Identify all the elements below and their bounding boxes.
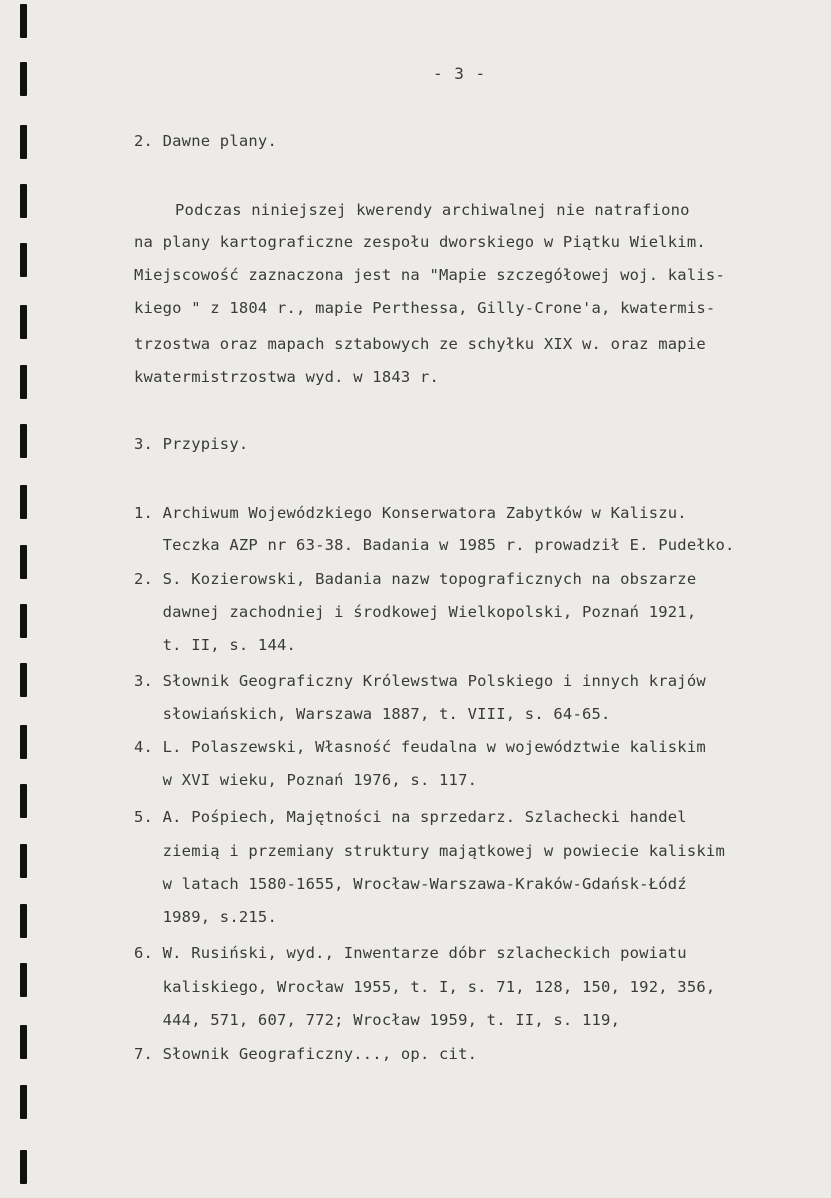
footnote-line: 6. W. Rusiński, wyd., Inwentarze dóbr szlacheckich powiatu [134,944,687,962]
paragraph-line: Podczas niniejszej kwerendy archiwalnej nie natrafiono [175,201,690,219]
binding-hole [20,305,27,339]
binding-hole [20,424,27,458]
paragraph-line: kiego " z 1804 r., mapie Perthessa, Gilly-Crone'a, kwatermis- [134,299,716,317]
footnote-line: 4. L. Polaszewski, Własność feudalna w województwie kaliskim [134,738,706,756]
binding-hole [20,963,27,997]
binding-hole [20,1085,27,1119]
binding-hole [20,844,27,878]
footnote-line: 7. Słownik Geograficzny..., op. cit. [134,1045,478,1063]
footnote-line: słowiańskich, Warszawa 1887, t. VIII, s. 64-65. [134,705,611,723]
paragraph-line: Miejscowość zaznaczona jest na "Mapie szczegółowej woj. kalis- [134,266,725,284]
binding-hole [20,485,27,519]
binding-hole [20,243,27,277]
footnote-line: 5. A. Pośpiech, Majętności na sprzedarz. Szlachecki handel [134,808,687,826]
binding-holes [0,0,40,1198]
paragraph-line: kwatermistrzostwa wyd. w 1843 r. [134,368,440,386]
binding-hole [20,904,27,938]
footnote-line: 1. Archiwum Wojewódzkiego Konserwatora Zabytków w Kaliszu. [134,504,687,522]
footnote-line: w latach 1580-1655, Wrocław-Warszawa-Kraków-Gdańsk-Łódź [134,875,687,893]
binding-hole [20,62,27,96]
paragraph-line: na plany kartograficzne zespołu dworskiego w Piątku Wielkim. [134,233,706,251]
footnote-line: Teczka AZP nr 63-38. Badania w 1985 r. prowadził E. Pudełko. [134,536,735,554]
binding-hole [20,184,27,218]
binding-hole [20,1150,27,1184]
footnote-line: 2. S. Kozierowski, Badania nazw topograficznych na obszarze [134,570,697,588]
binding-hole [20,604,27,638]
binding-hole [20,725,27,759]
footnote-line: 444, 571, 607, 772; Wrocław 1959, t. II, s. 119, [134,1011,621,1029]
binding-hole [20,125,27,159]
footnote-line: ziemią i przemiany struktury majątkowej w powiecie kaliskim [134,842,725,860]
section-heading: 2. Dawne plany. [134,132,277,150]
footnote-line: w XVI wieku, Poznań 1976, s. 117. [134,771,478,789]
footnote-line: dawnej zachodniej i środkowej Wielkopolski, Poznań 1921, [134,603,697,621]
binding-hole [20,365,27,399]
binding-hole [20,663,27,697]
binding-hole [20,545,27,579]
paragraph-line: trzostwa oraz mapach sztabowych ze schyłku XIX w. oraz mapie [134,335,706,353]
page-number: - 3 - [433,64,487,83]
binding-hole [20,784,27,818]
footnote-line: kaliskiego, Wrocław 1955, t. I, s. 71, 128, 150, 192, 356, [134,978,716,996]
footnote-line: 3. Słownik Geograficzny Królewstwa Polskiego i innych krajów [134,672,706,690]
section-heading: 3. Przypisy. [134,435,249,453]
binding-hole [20,4,27,38]
binding-hole [20,1025,27,1059]
footnote-line: 1989, s.215. [134,908,277,926]
footnote-line: t. II, s. 144. [134,636,297,654]
